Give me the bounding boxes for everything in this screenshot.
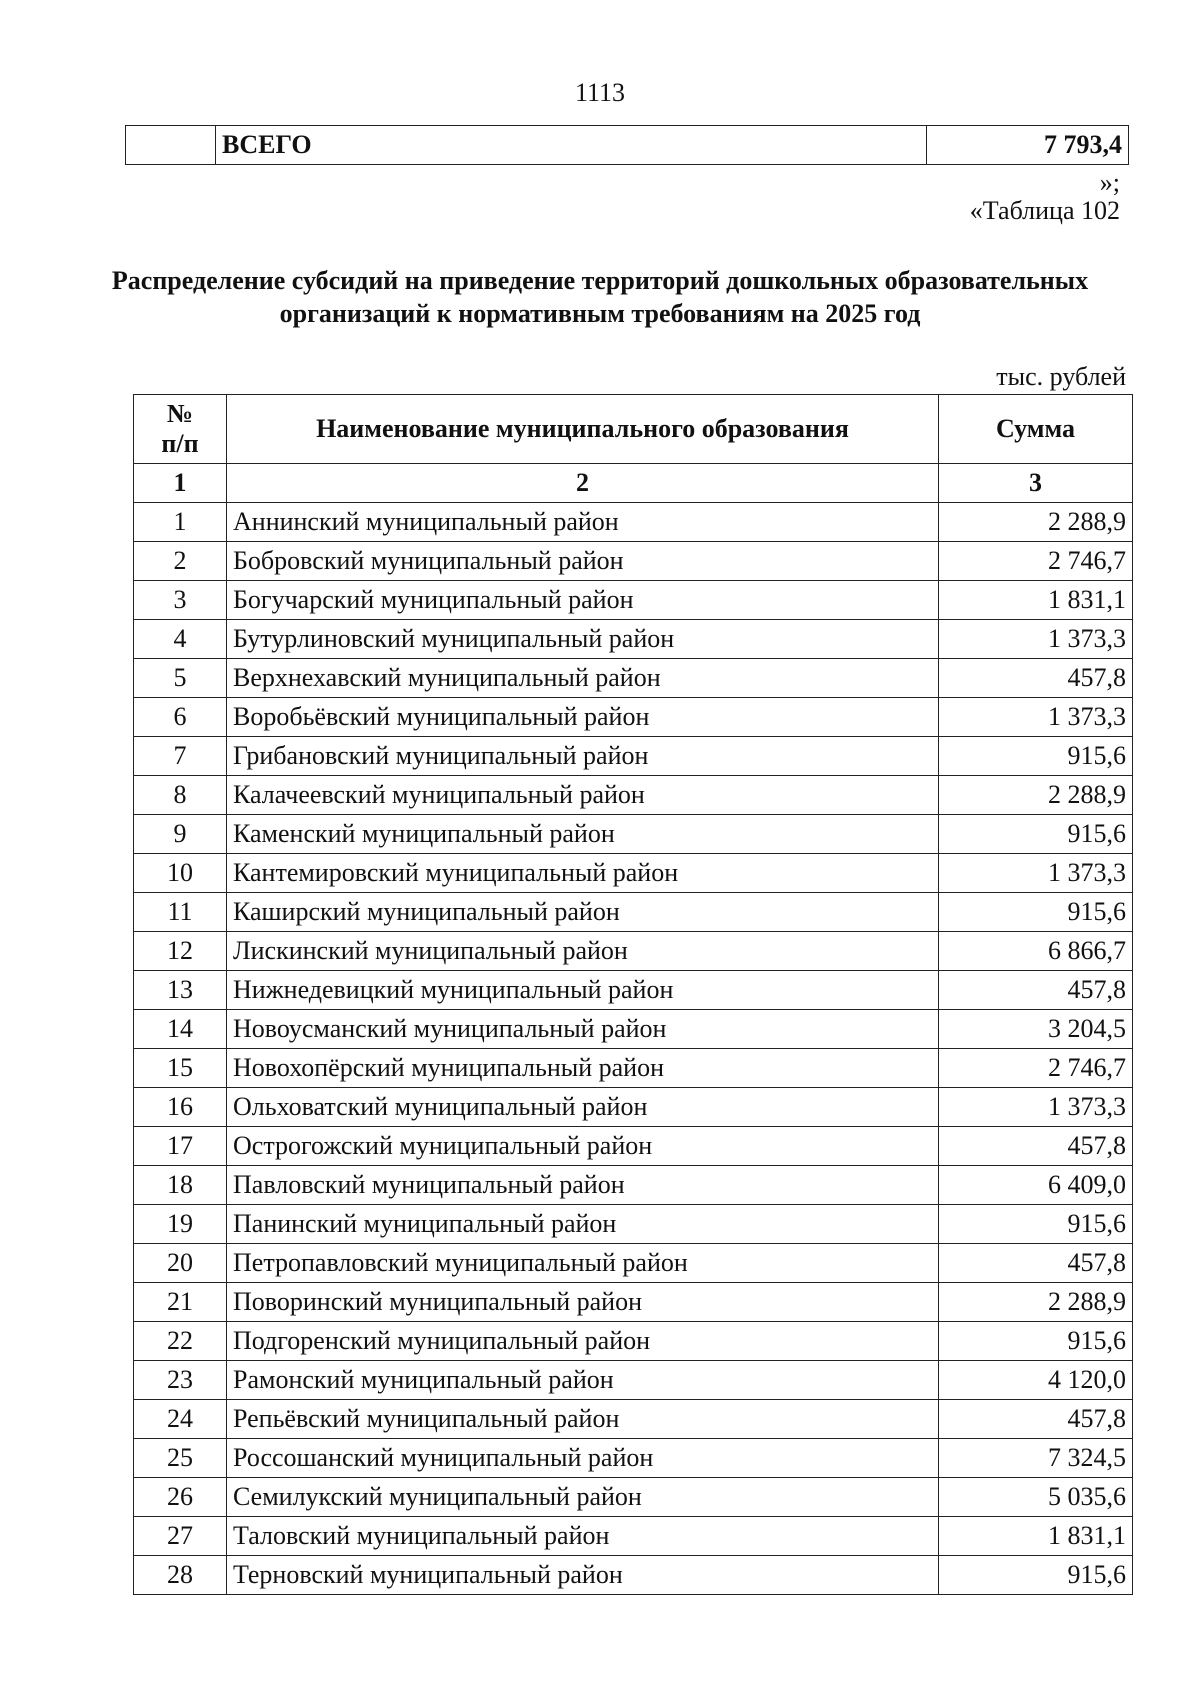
municipality-name: Ольховатский муниципальный район: [227, 1088, 939, 1127]
municipality-name: Лискинский муниципальный район: [227, 932, 939, 971]
row-number: 27: [134, 1517, 227, 1556]
subsidy-amount: 5 035,6: [939, 1478, 1133, 1517]
column-number: 2: [227, 464, 939, 503]
row-number: 28: [134, 1556, 227, 1595]
subsidy-amount: 1 373,3: [939, 854, 1133, 893]
subsidy-amount: 457,8: [939, 971, 1133, 1010]
municipality-name: Петропавловский муниципальный район: [227, 1244, 939, 1283]
header-name: Наименование муниципального образования: [227, 395, 939, 464]
row-number: 9: [134, 815, 227, 854]
municipality-name: Семилукский муниципальный район: [227, 1478, 939, 1517]
row-number: 26: [134, 1478, 227, 1517]
subsidy-amount: 2 746,7: [939, 1049, 1133, 1088]
row-number: 11: [134, 893, 227, 932]
row-number: 19: [134, 1205, 227, 1244]
subsidy-amount: 3 204,5: [939, 1010, 1133, 1049]
row-number: 1: [134, 503, 227, 542]
table-row: [134, 1283, 1133, 1322]
document-title: Распределение субсидий на приведение территорий дошкольных образовательных организаций к нормативным требованиям на 2025 год: [111, 266, 1089, 328]
row-number: 25: [134, 1439, 227, 1478]
total-empty-cell: [126, 126, 216, 165]
row-number: 21: [134, 1283, 227, 1322]
header-num: [134, 395, 227, 464]
table-row: [134, 737, 1133, 776]
table-row: [134, 1088, 1133, 1127]
table-row: [134, 1049, 1133, 1088]
row-number: 7: [134, 737, 227, 776]
municipality-name: Острогожский муниципальный район: [227, 1127, 939, 1166]
table-row: [134, 503, 1133, 542]
municipality-name: Новохопёрский муниципальный район: [227, 1049, 939, 1088]
subsidy-amount: 915,6: [939, 815, 1133, 854]
subsidy-amount: 915,6: [939, 737, 1133, 776]
table-row: [134, 932, 1133, 971]
table-row: [134, 1127, 1133, 1166]
unit-label: тыс. рублей: [996, 362, 1126, 391]
row-number: 2: [134, 542, 227, 581]
table-row: [134, 1556, 1133, 1595]
subsidy-amount: 1 831,1: [939, 1517, 1133, 1556]
subsidy-amount: 1 373,3: [939, 620, 1133, 659]
subsidy-amount: 2 288,9: [939, 1283, 1133, 1322]
table-row: [134, 815, 1133, 854]
municipality-name: Поворинский муниципальный район: [227, 1283, 939, 1322]
subsidy-amount: 1 831,1: [939, 581, 1133, 620]
row-number: 16: [134, 1088, 227, 1127]
municipality-name: Каменский муниципальный район: [227, 815, 939, 854]
subsidy-amount: 2 288,9: [939, 776, 1133, 815]
header-num-symbol: №: [166, 399, 194, 428]
closing-quote: »;: [1099, 168, 1120, 197]
table-caption: «Таблица 102: [969, 196, 1120, 225]
row-number: 10: [134, 854, 227, 893]
row-number: 3: [134, 581, 227, 620]
municipality-name: Репьёвский муниципальный район: [227, 1400, 939, 1439]
subsidy-amount: 457,8: [939, 1127, 1133, 1166]
row-number: 8: [134, 776, 227, 815]
municipality-name: Кантемировский муниципальный район: [227, 854, 939, 893]
row-number: 17: [134, 1127, 227, 1166]
municipality-name: Терновский муниципальный район: [227, 1556, 939, 1595]
page-number: 1113: [574, 78, 626, 107]
municipality-name: Таловский муниципальный район: [227, 1517, 939, 1556]
total-value: 7 793,4: [927, 126, 1129, 165]
table-row: [134, 1517, 1133, 1556]
subsidy-amount: 4 120,0: [939, 1361, 1133, 1400]
header-row: [134, 395, 1133, 464]
municipality-name: Нижнедевицкий муниципальный район: [227, 971, 939, 1010]
row-number: 18: [134, 1166, 227, 1205]
total-label: ВСЕГО: [216, 126, 927, 165]
subsidy-amount: 457,8: [939, 1400, 1133, 1439]
table-row: [134, 893, 1133, 932]
table-row: [134, 1010, 1133, 1049]
municipality-name: Аннинский муниципальный район: [227, 503, 939, 542]
table-body: [134, 503, 1133, 1595]
municipality-name: Калачеевский муниципальный район: [227, 776, 939, 815]
subsidy-amount: 915,6: [939, 1322, 1133, 1361]
table-row: [134, 1205, 1133, 1244]
municipality-name: Панинский муниципальный район: [227, 1205, 939, 1244]
subsidy-amount: 6 409,0: [939, 1166, 1133, 1205]
table-row: [134, 581, 1133, 620]
column-number: 3: [939, 464, 1133, 503]
municipality-name: Богучарский муниципальный район: [227, 581, 939, 620]
subsidy-amount: 915,6: [939, 1556, 1133, 1595]
table-row: [134, 698, 1133, 737]
table-row: [134, 1439, 1133, 1478]
row-number: 14: [134, 1010, 227, 1049]
municipality-name: Каширский муниципальный район: [227, 893, 939, 932]
subsidy-amount: 6 866,7: [939, 932, 1133, 971]
subsidy-table: [133, 394, 1133, 1595]
municipality-name: Воробьёвский муниципальный район: [227, 698, 939, 737]
subsidy-amount: 457,8: [939, 1244, 1133, 1283]
subsidy-amount: 2 288,9: [939, 503, 1133, 542]
municipality-name: Грибановский муниципальный район: [227, 737, 939, 776]
row-number: 13: [134, 971, 227, 1010]
row-number: 20: [134, 1244, 227, 1283]
subsidy-amount: 457,8: [939, 659, 1133, 698]
column-number: 1: [134, 464, 227, 503]
subsidy-amount: 1 373,3: [939, 698, 1133, 737]
previous-table-total: [125, 125, 1129, 165]
municipality-name: Рамонский муниципальный район: [227, 1361, 939, 1400]
table-row: [134, 542, 1133, 581]
table-row: [134, 659, 1133, 698]
municipality-name: Павловский муниципальный район: [227, 1166, 939, 1205]
row-number: 4: [134, 620, 227, 659]
subsidy-amount: 2 746,7: [939, 542, 1133, 581]
municipality-name: Верхнехавский муниципальный район: [227, 659, 939, 698]
municipality-name: Подгоренский муниципальный район: [227, 1322, 939, 1361]
subsidy-amount: 1 373,3: [939, 1088, 1133, 1127]
table-row: [134, 971, 1133, 1010]
municipality-name: Бобровский муниципальный район: [227, 542, 939, 581]
subsidy-amount: 915,6: [939, 893, 1133, 932]
table-row: [134, 1166, 1133, 1205]
column-number-row: [134, 464, 1133, 503]
header-num-abbr: п/п: [161, 429, 199, 458]
row-number: 6: [134, 698, 227, 737]
table-row: [134, 776, 1133, 815]
municipality-name: Россошанский муниципальный район: [227, 1439, 939, 1478]
municipality-name: Новоусманский муниципальный район: [227, 1010, 939, 1049]
row-number: 12: [134, 932, 227, 971]
table-row: [134, 854, 1133, 893]
table-row: [134, 1244, 1133, 1283]
row-number: 15: [134, 1049, 227, 1088]
row-number: 24: [134, 1400, 227, 1439]
row-number: 22: [134, 1322, 227, 1361]
table-row: [134, 1322, 1133, 1361]
municipality-name: Бутурлиновский муниципальный район: [227, 620, 939, 659]
table-row: [134, 620, 1133, 659]
subsidy-amount: 7 324,5: [939, 1439, 1133, 1478]
row-number: 5: [134, 659, 227, 698]
table-row: [134, 1478, 1133, 1517]
subsidy-amount: 915,6: [939, 1205, 1133, 1244]
table-row: [134, 1400, 1133, 1439]
row-number: 23: [134, 1361, 227, 1400]
table-row: [134, 1361, 1133, 1400]
header-sum: Сумма: [939, 395, 1133, 464]
total-row: [126, 126, 1129, 165]
